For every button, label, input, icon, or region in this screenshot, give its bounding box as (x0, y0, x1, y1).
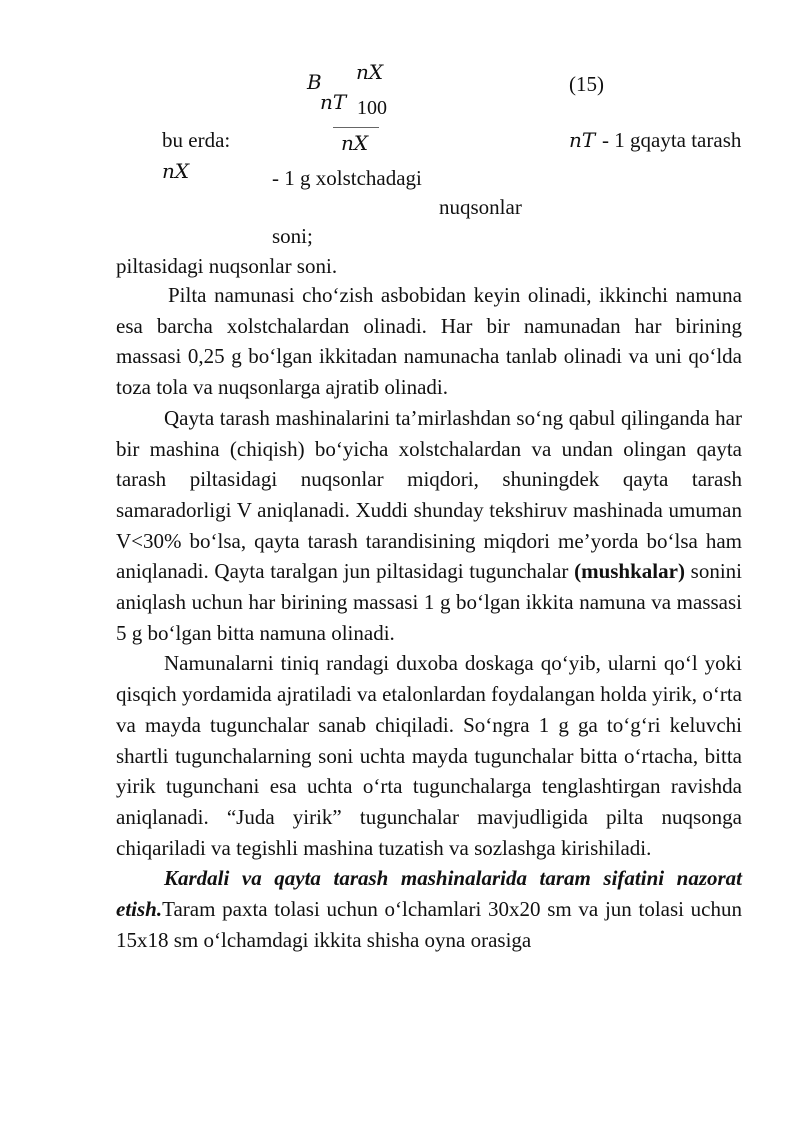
paragraph-3: Namunalarni tiniq randagi duxoba doskaga qo‘yib, ularni qo‘l yoki qisqich yordamida ajratiladi va etalonlardan foydalangan holda yirik, o‘rta va mayda tugunchalar sanab chiqiladi. So‘ngra 1 g ga to‘g‘ri keluvchi shartli tugunchalarning soni uchta mayda tugunchalar bitta o‘rtacha, bitta yirik tugunchani esa uchta o‘rta tugunchalarga tenglashtirgan ravishda aniqlanadi. “Juda yirik” tugunchalar mavjudligida pilta nuqsonga chiqariladi va tegishli mashina tuzatish va sozlashga kirishiladi. (116, 651, 742, 860)
formula-number: (15) (569, 72, 604, 96)
formula-nx-bottom: nX (341, 131, 369, 155)
formula-nx-top: nX (356, 60, 384, 84)
nt-symbol: nT (569, 128, 596, 152)
paragraph-2 (116, 403, 742, 649)
formula-nt: nT (320, 90, 347, 114)
nx-symbol: nX (162, 159, 190, 183)
nx-definition: - 1 g xolstchadagi (272, 166, 422, 190)
paragraph-2-bold: (mushkalar) (574, 559, 685, 584)
formula-b: B (307, 70, 322, 94)
bu-erda-label: bu erda: (162, 128, 231, 152)
paragraph-2-text-a: Qayta tarash mashinalarini ta’mirlashdan so‘ng qabul qilinganda har bir mashina (chiqish) bo‘yicha xolstchalardan va undan olingan qayta tarash piltasidagi nuqsonlar miqdori, shuningdek qayta tarash samaradorligi V aniqlanadi. Xuddi shunday tekshiruv mashinada umuman V<30% bo‘lsa, qayta tarash tarandisining miqdori me’yorda bo‘lsa ham aniqlanadi. Qayta taralgan jun piltasidagi tugunchalar (116, 405, 742, 584)
piltasidagi-line: piltasidagi nuqsonlar soni. (116, 254, 338, 278)
paragraph-1: Pilta namunasi cho‘zish asbobidan keyin olinadi, ikkinchi namuna esa barcha xolstchalardan olinadi. Har bir namunadan har birining massasi 0,25 g bo‘lgan ikkitadan namunacha tanlab olinadi va uni qo‘lda toza tola va nuqsonlarga ajratib olinadi. (116, 283, 742, 400)
nuqsonlar-word: nuqsonlar (439, 195, 522, 219)
nt-definition: - 1 gqayta tarash (602, 128, 742, 152)
body-text (116, 280, 742, 955)
paragraph-4-text: Taram paxta tolasi uchun o‘lchamlari 30x20 sm va jun tolasi uchun 15x18 sm o‘lchamdagi ikkita shisha oyna orasiga (116, 897, 742, 952)
section-heading: Kardali va qayta tarash mashinalarida taram sifatini nazorat etish. (116, 866, 742, 922)
soni-word: soni; (272, 224, 313, 248)
paragraph-2-text-b: sonini aniqlash uchun har birining massasi 1 g bo‘lgan ikkita namuna va massasi 5 g bo‘lgan bitta namuna olinadi. (116, 559, 742, 645)
paragraph-4 (116, 863, 742, 955)
fraction-line (333, 127, 379, 128)
formula-hundred: 100 (357, 97, 387, 119)
